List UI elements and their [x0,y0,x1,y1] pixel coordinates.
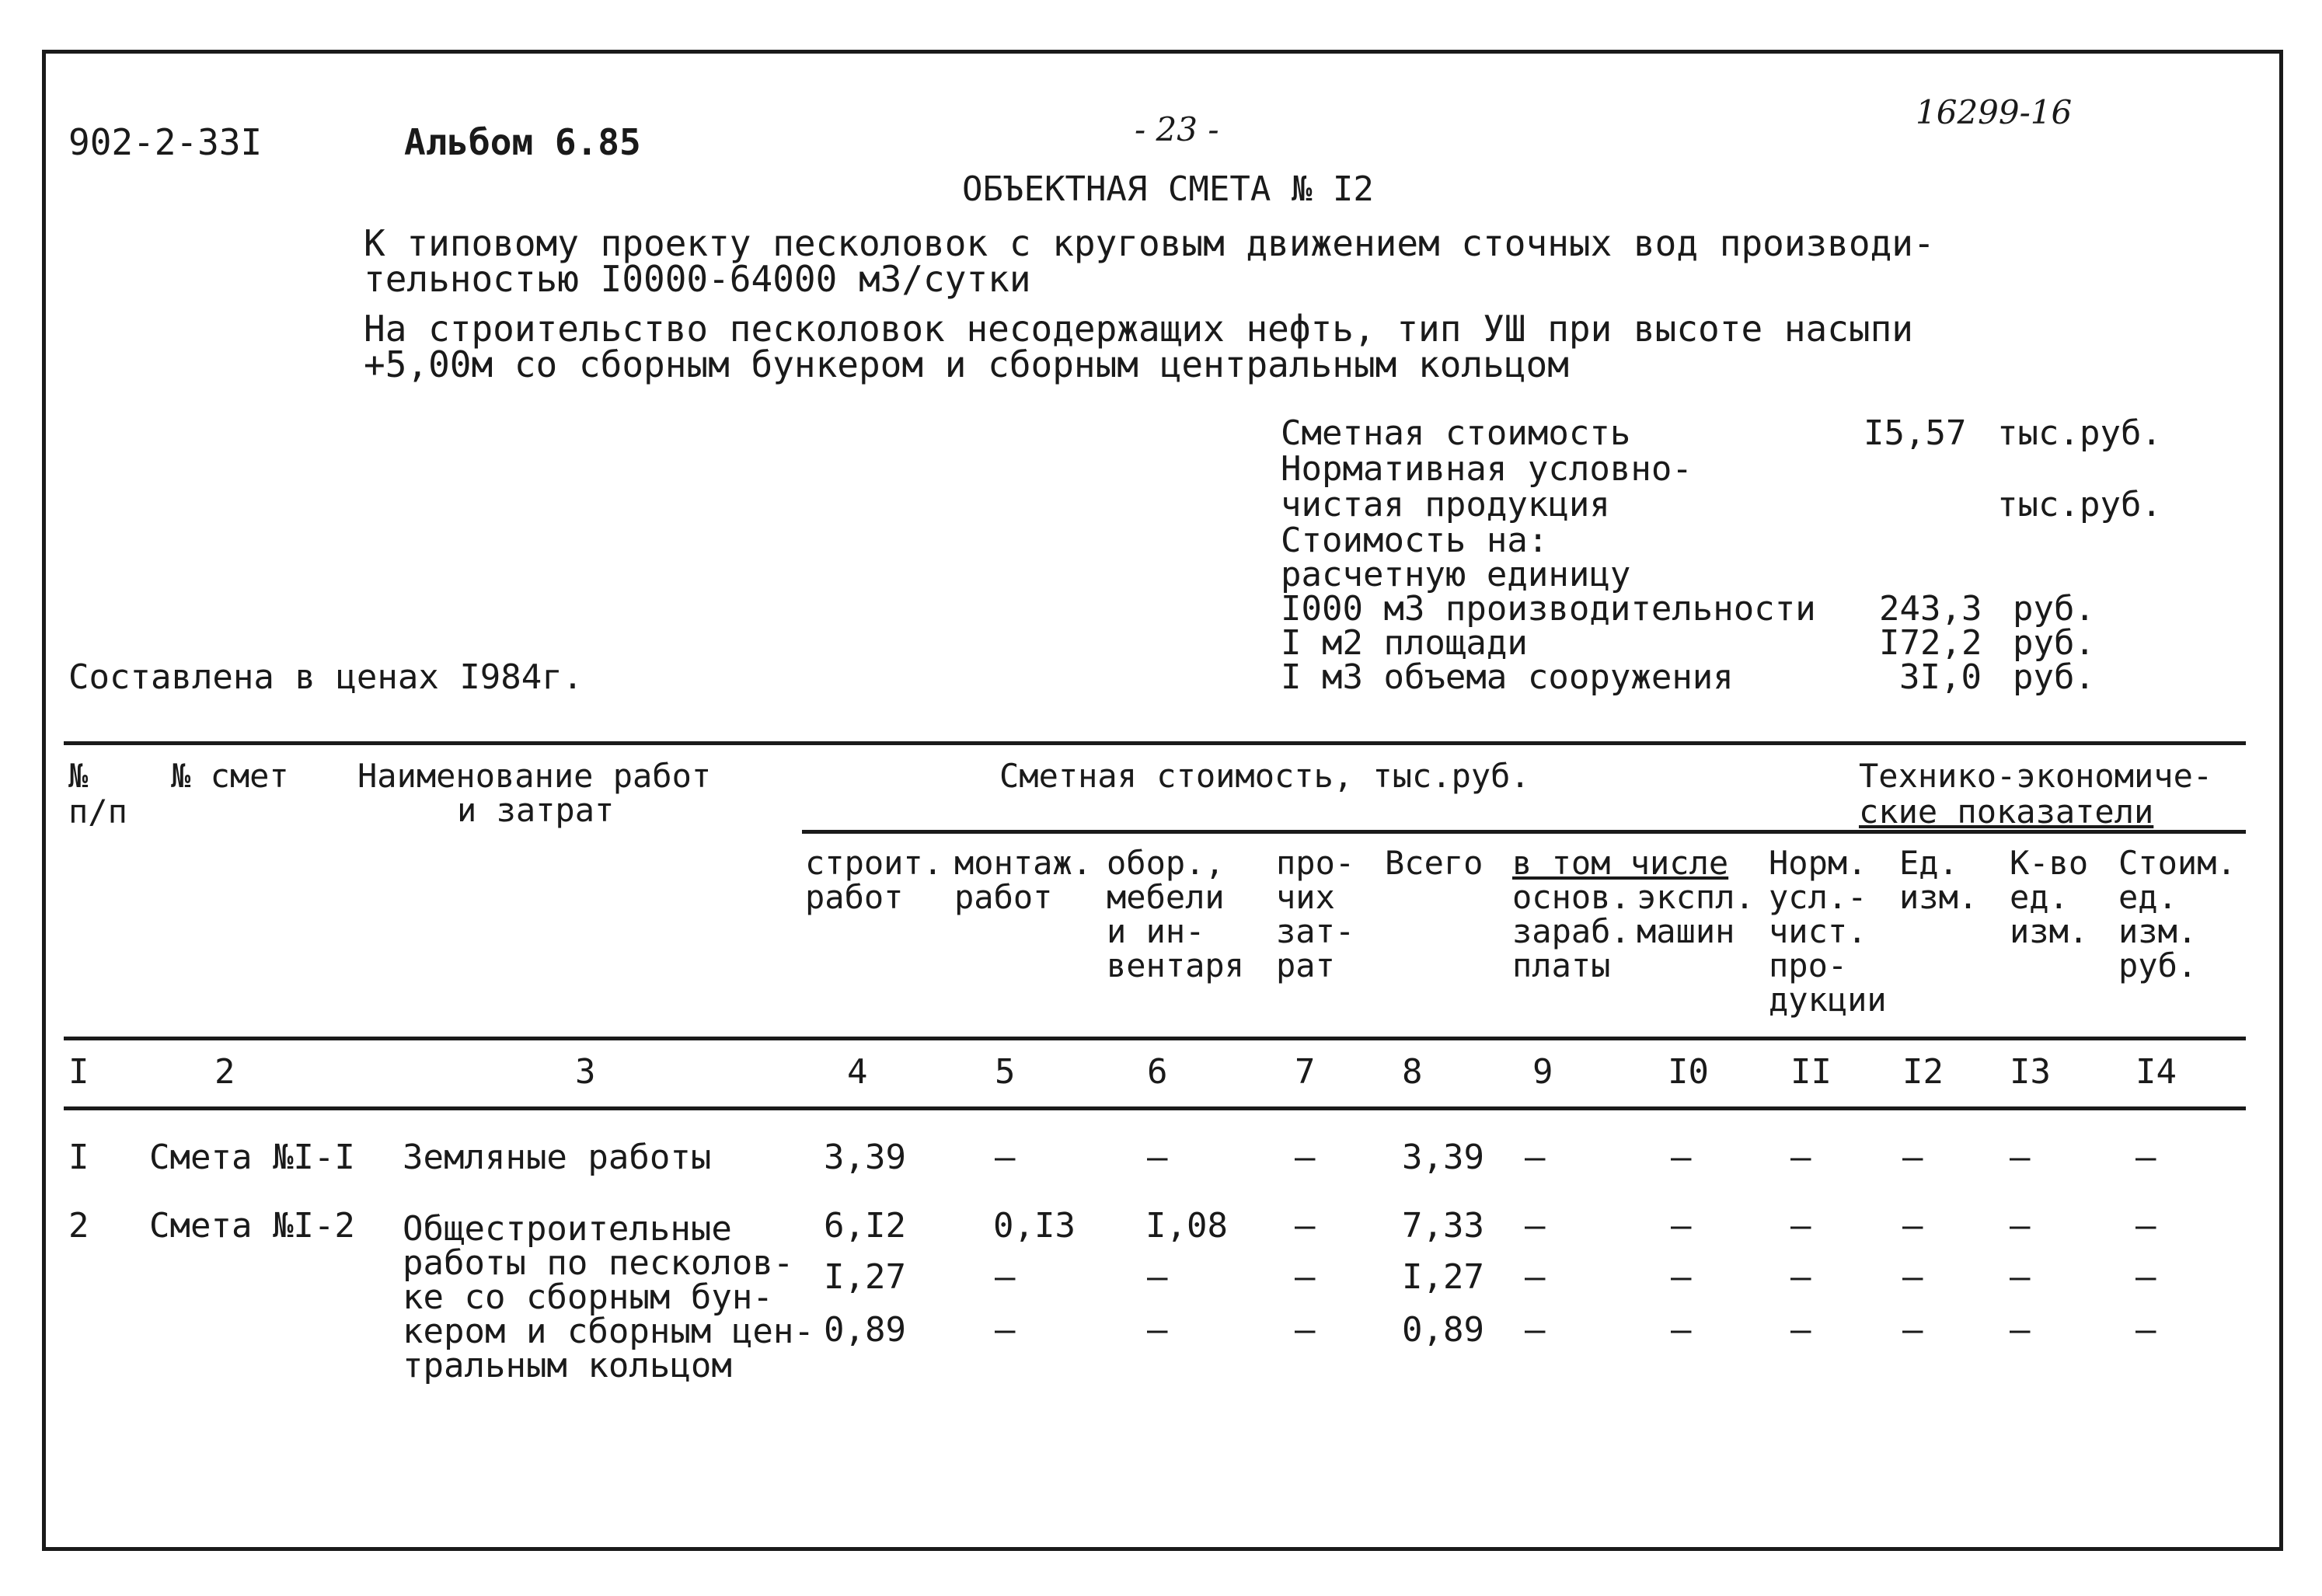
row-estimate: Смета №I-2 [149,1206,355,1246]
cell-unit: – [1902,1138,1923,1177]
album-label: Альбом 6.85 [404,121,641,163]
column-number: I2 [1902,1052,1944,1092]
header-qty: К-во [2010,844,2089,882]
cell-other: – [1295,1257,1316,1297]
row-name-line: Общестроительные [403,1209,732,1249]
cell-price: – [2135,1206,2156,1246]
cell-build: 0,89 [824,1310,906,1350]
cell-other: – [1295,1206,1316,1246]
header-build: строит. [805,844,943,882]
cost-per-label: Стоимость на: [1281,521,1549,560]
header-mount: монтаж. [954,844,1093,882]
cell-norm: – [1790,1310,1811,1350]
column-number: 6 [1147,1052,1168,1092]
cell-equip: – [1147,1138,1168,1177]
column-number: I0 [1668,1052,1709,1092]
cell-build: 3,39 [824,1138,906,1177]
estimated-cost-label: Сметная стоимость [1281,413,1631,453]
header-build: работ [805,878,904,916]
header-norm: чист. [1769,912,1867,950]
construction-line-2: +5,00м со сборным бункером и сборным центральным кольцом [364,343,1569,385]
header-price: руб. [2118,946,2198,984]
column-number: 4 [847,1052,868,1092]
cell-qty: – [2010,1138,2031,1177]
column-number: I3 [2010,1052,2051,1092]
cell-other: – [1295,1310,1316,1350]
normative-label-2: чистая продукция [1281,485,1610,524]
column-number: II [1790,1052,1832,1092]
header-other: рат [1276,946,1335,984]
header-name: Наименование работ [357,757,712,795]
per-m2-value: I72,2 [1879,623,1982,663]
cell-price: – [2135,1138,2156,1177]
row-name-line: работы по песколов- [403,1243,794,1283]
subject-line-2: тельностью I0000-64000 м3/сутки [364,258,1031,300]
estimated-cost-value: I5,57 [1864,413,1967,453]
cell-total: I,27 [1402,1257,1484,1297]
header-tech-group: ские показатели [1859,793,2154,831]
per-1000m3-unit: руб. [2013,589,2095,629]
header-qty: изм. [2010,912,2089,950]
column-number: 3 [575,1052,596,1092]
cell-equip: I,08 [1145,1206,1228,1246]
cell-wages: – [1525,1138,1546,1177]
header-equip: обор., [1107,844,1225,882]
header-equip: мебели [1107,878,1225,916]
header-norm: про- [1769,946,1848,984]
header-other: чих [1276,878,1335,916]
subject-line-1: К типовому проекту песколовок с круговым движением сточных вод производи- [364,222,1935,264]
page-number: - 23 - [1135,110,1219,148]
prices-note: Составлена в ценах I984г. [68,657,584,697]
per-m3-label: I м3 объема сооружения [1281,657,1734,697]
header-wages: зараб. [1512,912,1630,950]
row-estimate: Смета №I-I [149,1138,355,1177]
header-unit: Ед. [1899,844,1958,882]
normative-label-1: Нормативная условно- [1281,449,1693,489]
header-tech-group: Технико-экономиче- [1859,757,2213,795]
cell-unit: – [1902,1310,1923,1350]
per-m2-unit: руб. [2013,623,2095,663]
cell-mount: – [995,1257,1016,1297]
cell-build: I,27 [824,1257,906,1297]
header-other: про- [1276,844,1355,882]
cell-total: 3,39 [1402,1138,1484,1177]
cell-wages: – [1525,1310,1546,1350]
column-number: I [68,1052,89,1092]
column-number: 2 [214,1052,235,1092]
header-other: зат- [1276,912,1355,950]
per-1000m3-label: I000 м3 производительности [1281,589,1816,629]
cell-unit: – [1902,1257,1923,1297]
cell-price: – [2135,1310,2156,1350]
cell-mach: – [1671,1206,1692,1246]
header-mach: машин [1637,912,1735,950]
cell-other: – [1295,1138,1316,1177]
header-estimate: № смет [171,757,289,795]
row-name-line: тральным кольцом [403,1346,732,1385]
cell-mount: – [995,1138,1016,1177]
header-price: ед. [2118,878,2177,916]
cell-wages: – [1525,1257,1546,1297]
header-total: Всего [1385,844,1484,882]
header-cost-group: Сметная стоимость, тыс.руб. [999,757,1530,795]
header-wages: платы [1512,946,1611,984]
header-norm: усл.- [1769,878,1867,916]
per-1000m3-value: 243,3 [1879,589,1982,629]
cell-mount: 0,I3 [993,1206,1076,1246]
header-bottom-rule [64,1037,2246,1040]
header-qty: ед. [2010,878,2069,916]
cell-norm: – [1790,1206,1811,1246]
normative-unit: тыс.руб. [1997,485,2162,524]
header-incl: в том числе [1512,844,1729,882]
row-num: I [68,1138,89,1177]
cell-total: 7,33 [1402,1206,1484,1246]
cell-qty: – [2010,1206,2031,1246]
header-wages: основ. [1512,878,1630,916]
cell-equip: – [1147,1257,1168,1297]
cell-qty: – [2010,1310,2031,1350]
header-norm: Норм. [1769,844,1867,882]
per-m3-value: 3I,0 [1899,657,1982,697]
header-price: Стоим. [2118,844,2237,882]
header-mount: работ [954,878,1053,916]
header-norm: дукции [1769,981,1887,1019]
cell-mach: – [1671,1138,1692,1177]
column-number: I4 [2135,1052,2177,1092]
calc-unit-label: расчетную единицу [1281,555,1631,594]
cell-price: – [2135,1257,2156,1297]
header-price: изм. [2118,912,2198,950]
header-mach: экспл. [1637,878,1755,916]
header-equip: и ин- [1107,912,1205,950]
cell-wages: – [1525,1206,1546,1246]
estimated-cost-unit: тыс.руб. [1997,413,2162,453]
archive-number: 16299-16 [1916,93,2073,131]
row-name-line: ке со сборным бун- [403,1277,773,1317]
per-m3-unit: руб. [2013,657,2095,697]
row-name-line: кером и сборным цен- [403,1312,814,1351]
column-number: 9 [1532,1052,1553,1092]
cell-mach: – [1671,1310,1692,1350]
column-number: 7 [1295,1052,1316,1092]
header-equip: вентаря [1107,946,1245,984]
cell-unit: – [1902,1206,1923,1246]
column-number: 8 [1402,1052,1423,1092]
cell-mount: – [995,1310,1016,1350]
column-numbers-rule [64,1106,2246,1110]
table-top-rule [64,741,2246,745]
cell-qty: – [2010,1257,2031,1297]
construction-line-1: На строительство песколовок несодержащих нефть, тип УШ при высоте насыпи [364,308,1913,350]
cell-total: 0,89 [1402,1310,1484,1350]
header-name: и затрат [457,791,615,829]
cell-equip: – [1147,1310,1168,1350]
page-title: ОБЪЕКТНАЯ СМЕТА № I2 [962,169,1374,209]
row-name: Земляные работы [403,1138,712,1177]
row-num: 2 [68,1206,89,1246]
header-num: № [68,757,89,795]
column-number: 5 [995,1052,1016,1092]
cell-build: 6,I2 [824,1206,906,1246]
cell-mach: – [1671,1257,1692,1297]
cell-norm: – [1790,1138,1811,1177]
cell-norm: – [1790,1257,1811,1297]
header-unit: изм. [1899,878,1979,916]
header-num: п/п [68,793,127,831]
per-m2-label: I м2 площади [1281,623,1528,663]
doc-code: 902-2-33I [68,121,263,163]
